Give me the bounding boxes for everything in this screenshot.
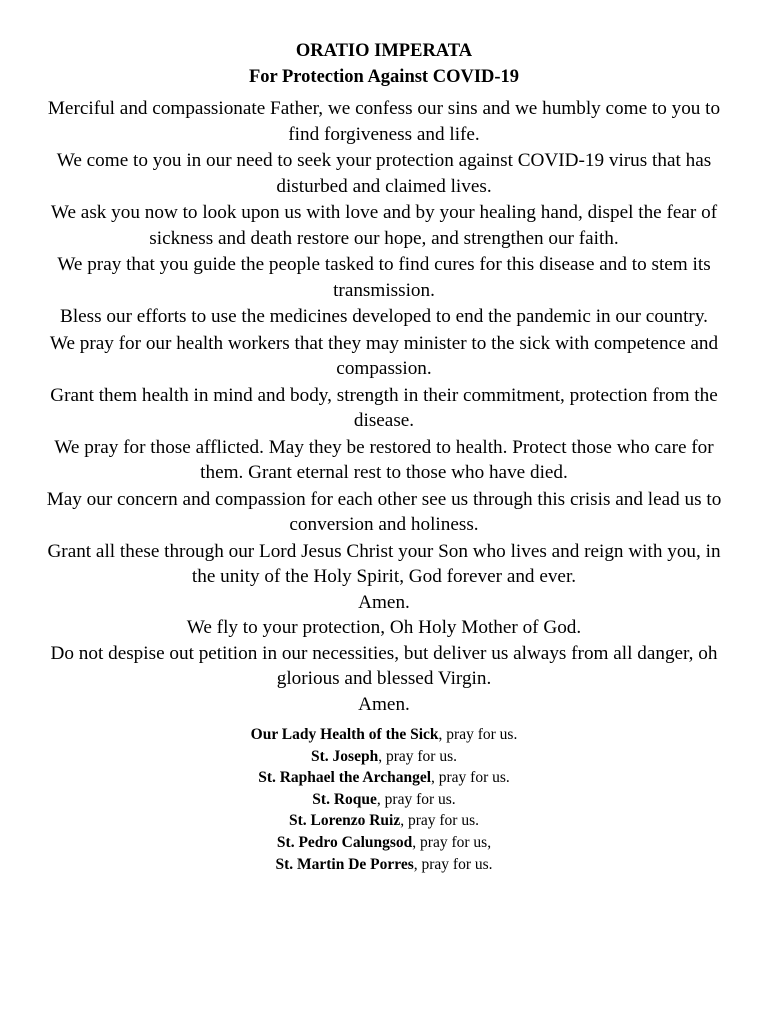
litany-item: [40, 724, 728, 746]
prayer-paragraph: Grant all these through our Lord Jesus Christ your Son who lives and reign with you, in the unity of the Holy Spirit, God forever and ever.: [47, 540, 721, 587]
litany-item: [40, 810, 728, 832]
litany-response: , pray for us,: [412, 833, 492, 851]
prayer-body: [40, 96, 728, 717]
saint-name: St. Raphael the Archangel: [258, 769, 432, 787]
page-subtitle: For Protection Against COVID-19: [248, 67, 520, 87]
prayer-paragraph: We ask you now to look upon us with love and by your healing hand, dispel the fear of sickness and death restore our hope, and strengthen our faith.: [50, 202, 718, 249]
saint-name: St. Joseph: [311, 747, 379, 765]
prayer-paragraph: We pray that you guide the people tasked to find cures for this disease and to stem its transmission.: [57, 254, 711, 301]
litany-item: [40, 746, 728, 768]
prayer-paragraph: We fly to your protection, Oh Holy Mother of God.: [186, 617, 582, 638]
litany-item: [40, 767, 728, 789]
saint-name: Our Lady Health of the Sick: [250, 726, 439, 743]
saint-name: St. Roque: [312, 790, 377, 808]
prayer-paragraph: We come to you in our need to seek your protection against COVID-19 virus that has disturbed and claimed lives.: [56, 150, 712, 197]
litany-response: , pray for us.: [378, 747, 457, 765]
amen-line: Amen.: [358, 591, 410, 613]
litany-response: , pray for us.: [376, 790, 456, 808]
litany-response: , pray for us.: [413, 855, 493, 873]
litany: [40, 724, 728, 875]
prayer-paragraph: May our concern and compassion for each other see us through this crisis and lead us to conversion and holiness.: [46, 488, 722, 535]
litany-response: , pray for us.: [400, 812, 479, 830]
prayer-paragraph: We pray for our health workers that they may minister to the sick with competence and compassion.: [49, 332, 719, 379]
litany-item: [40, 832, 728, 854]
prayer-paragraph: Merciful and compassionate Father, we confess our sins and we humbly come to you to find forgiveness and life.: [47, 98, 721, 145]
prayer-paragraph: We pray for those afflicted. May they be restored to health. Protect those who care for them. Grant eternal rest to those who have died.: [54, 436, 714, 483]
prayer-paragraph: Bless our efforts to use the medicines developed to end the pandemic in our country.: [60, 306, 708, 327]
page-title: ORATIO IMPERATA: [295, 41, 473, 61]
saint-name: St. Pedro Calungsod: [276, 833, 413, 851]
saint-name: St. Martin De Porres: [275, 855, 414, 873]
prayer-paragraph: Grant them health in mind and body, strength in their commitment, protection from the disease.: [50, 384, 718, 431]
litany-response: , pray for us.: [438, 726, 518, 743]
litany-item: [40, 789, 728, 811]
amen-line: Amen.: [358, 693, 410, 715]
saint-name: St. Lorenzo Ruiz: [288, 812, 401, 830]
litany-item: [40, 854, 728, 876]
litany-response: , pray for us.: [431, 769, 510, 787]
prayer-paragraph: Do not despise out petition in our necessities, but deliver us always from all danger, oh glorious and blessed Virgin.: [50, 642, 718, 689]
